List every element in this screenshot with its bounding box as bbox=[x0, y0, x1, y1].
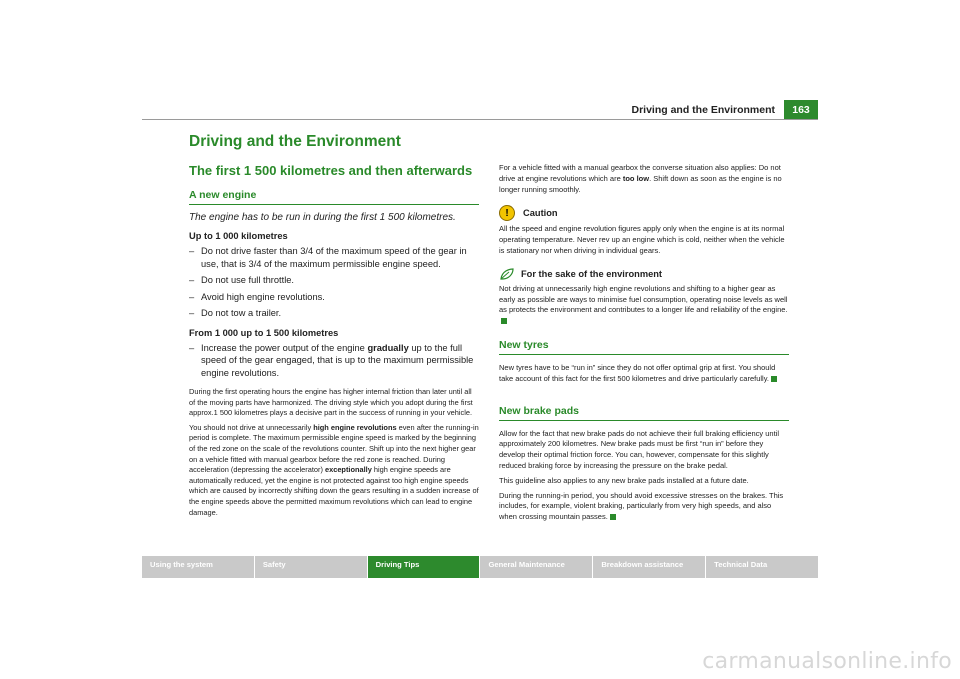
section-head-new-tyres: New tyres bbox=[499, 339, 789, 355]
tab-safety[interactable]: Safety bbox=[255, 556, 368, 578]
page-number-badge: 163 bbox=[784, 100, 818, 119]
section-title: The first 1 500 kilometres and then afterwards bbox=[189, 163, 473, 178]
end-mark-icon bbox=[610, 514, 616, 520]
right-column bbox=[499, 163, 789, 527]
left-column bbox=[189, 189, 479, 522]
caution-icon: ! bbox=[499, 205, 515, 221]
tyres-text: New tyres have to be “run in” since they do not offer optimal grip at first. You should take account of this fact for the first 500 kilometres and drive particularly carefully. bbox=[499, 362, 776, 383]
body-text: During the first operating hours the engine has higher internal friction than later until all of the moving parts have harmonized. The driving style which you adopt during the first approx.1 500 kilometres plays a decisive part in the success of running in your vehicle. You should not drive at unnecessarily high engine revolutions even after the running-in period is complete. The maximum permissible engine speed is marked by the beginning of the red zone on the scale of the revolutions counter. Shift up into the next higher gear on a vehicle fitted with manual gearbox before the red zone is reached. During acceleration (depressing the accelerator) exceptionally high engine speeds are automatically reduced, yet the engine is not protected against too high engine speeds which are caused by incorrectly shifting down the gears resulting in a sudden increase of the engine speeds above the permitted maximum revolutions which can lead to engine damage. bbox=[189, 387, 479, 517]
list-item: – Do not drive faster than 3/4 of the maximum speed of the gear in use, that is 3/4 of the maximum permissible engine speed. bbox=[189, 246, 467, 269]
page-title: Driving and the Environment bbox=[189, 133, 401, 150]
list-item: – Do not use full throttle. bbox=[189, 275, 295, 285]
lead-up-to-1000: Up to 1 000 kilometres bbox=[189, 231, 288, 241]
watermark: carmanualsonline.info bbox=[702, 649, 952, 674]
brakes-text: Allow for the fact that new brake pads do not achieve their full braking efficiency until approximately 200 kilometres. New brake pads must be first “run in” before they develop their optimal friction force. You can, however, compensate for this slightly reduced braking force by increasing the pressure on the brake pedal. This guideline also applies to any new brake pads installed at a future date. During the running-in period, you should avoid excessive stresses on the brakes. This includes, for example, violent braking, particularly from very high speeds, and also when crossing mountain passes. bbox=[499, 428, 784, 522]
tab-general-maintenance[interactable]: General Maintenance bbox=[480, 556, 593, 578]
tab-technical-data[interactable]: Technical Data bbox=[706, 556, 818, 578]
chapter-nav bbox=[142, 556, 818, 578]
end-mark-icon bbox=[501, 318, 507, 324]
header-rule bbox=[142, 119, 818, 120]
tab-using-the-system[interactable]: Using the system bbox=[142, 556, 255, 578]
environment-text: Not driving at unnecessarily high engine revolutions and shifting to a higher gear as early as possible are ways to minimise fuel consumption, operating noise levels as well as protects the environment and contributes to a longer life and reliability of the engine. bbox=[499, 284, 789, 327]
caution-heading: ! Caution bbox=[499, 205, 789, 221]
section-head-new-engine: A new engine bbox=[189, 189, 479, 205]
section-head-new-brake-pads: New brake pads bbox=[499, 405, 789, 421]
tab-driving-tips[interactable]: Driving Tips bbox=[368, 556, 481, 578]
end-mark-icon bbox=[771, 376, 777, 382]
caution-text: All the speed and engine revolution figures apply only when the engine is at its normal operating temperature. Never rev up an engine which is cold, neither when the vehicle is stationary nor when driving in individual gears. bbox=[499, 224, 785, 255]
running-header-title: Driving and the Environment bbox=[631, 104, 775, 116]
intro-text: The engine has to be run in during the first 1 500 kilometres. bbox=[189, 212, 456, 223]
list-item: – Increase the power output of the engine gradually up to the full speed of the gear engaged, that is up to the maximum permissible engine revolutions. bbox=[189, 342, 474, 378]
body-text: For a vehicle fitted with a manual gearbox the converse situation also applies: Do not drive at engine revolutions which are too low. Shift down as soon as the engine is no longer running smoothly. bbox=[499, 163, 782, 194]
environment-heading: For the sake of the environment bbox=[499, 267, 789, 281]
lead-1000-to-1500: From 1 000 up to 1 500 kilometres bbox=[189, 327, 339, 338]
leaf-icon bbox=[499, 267, 515, 281]
list-item: – Avoid high engine revolutions. bbox=[189, 291, 325, 302]
list-item: – Do not tow a trailer. bbox=[189, 308, 282, 318]
tab-breakdown-assistance[interactable]: Breakdown assistance bbox=[593, 556, 706, 578]
